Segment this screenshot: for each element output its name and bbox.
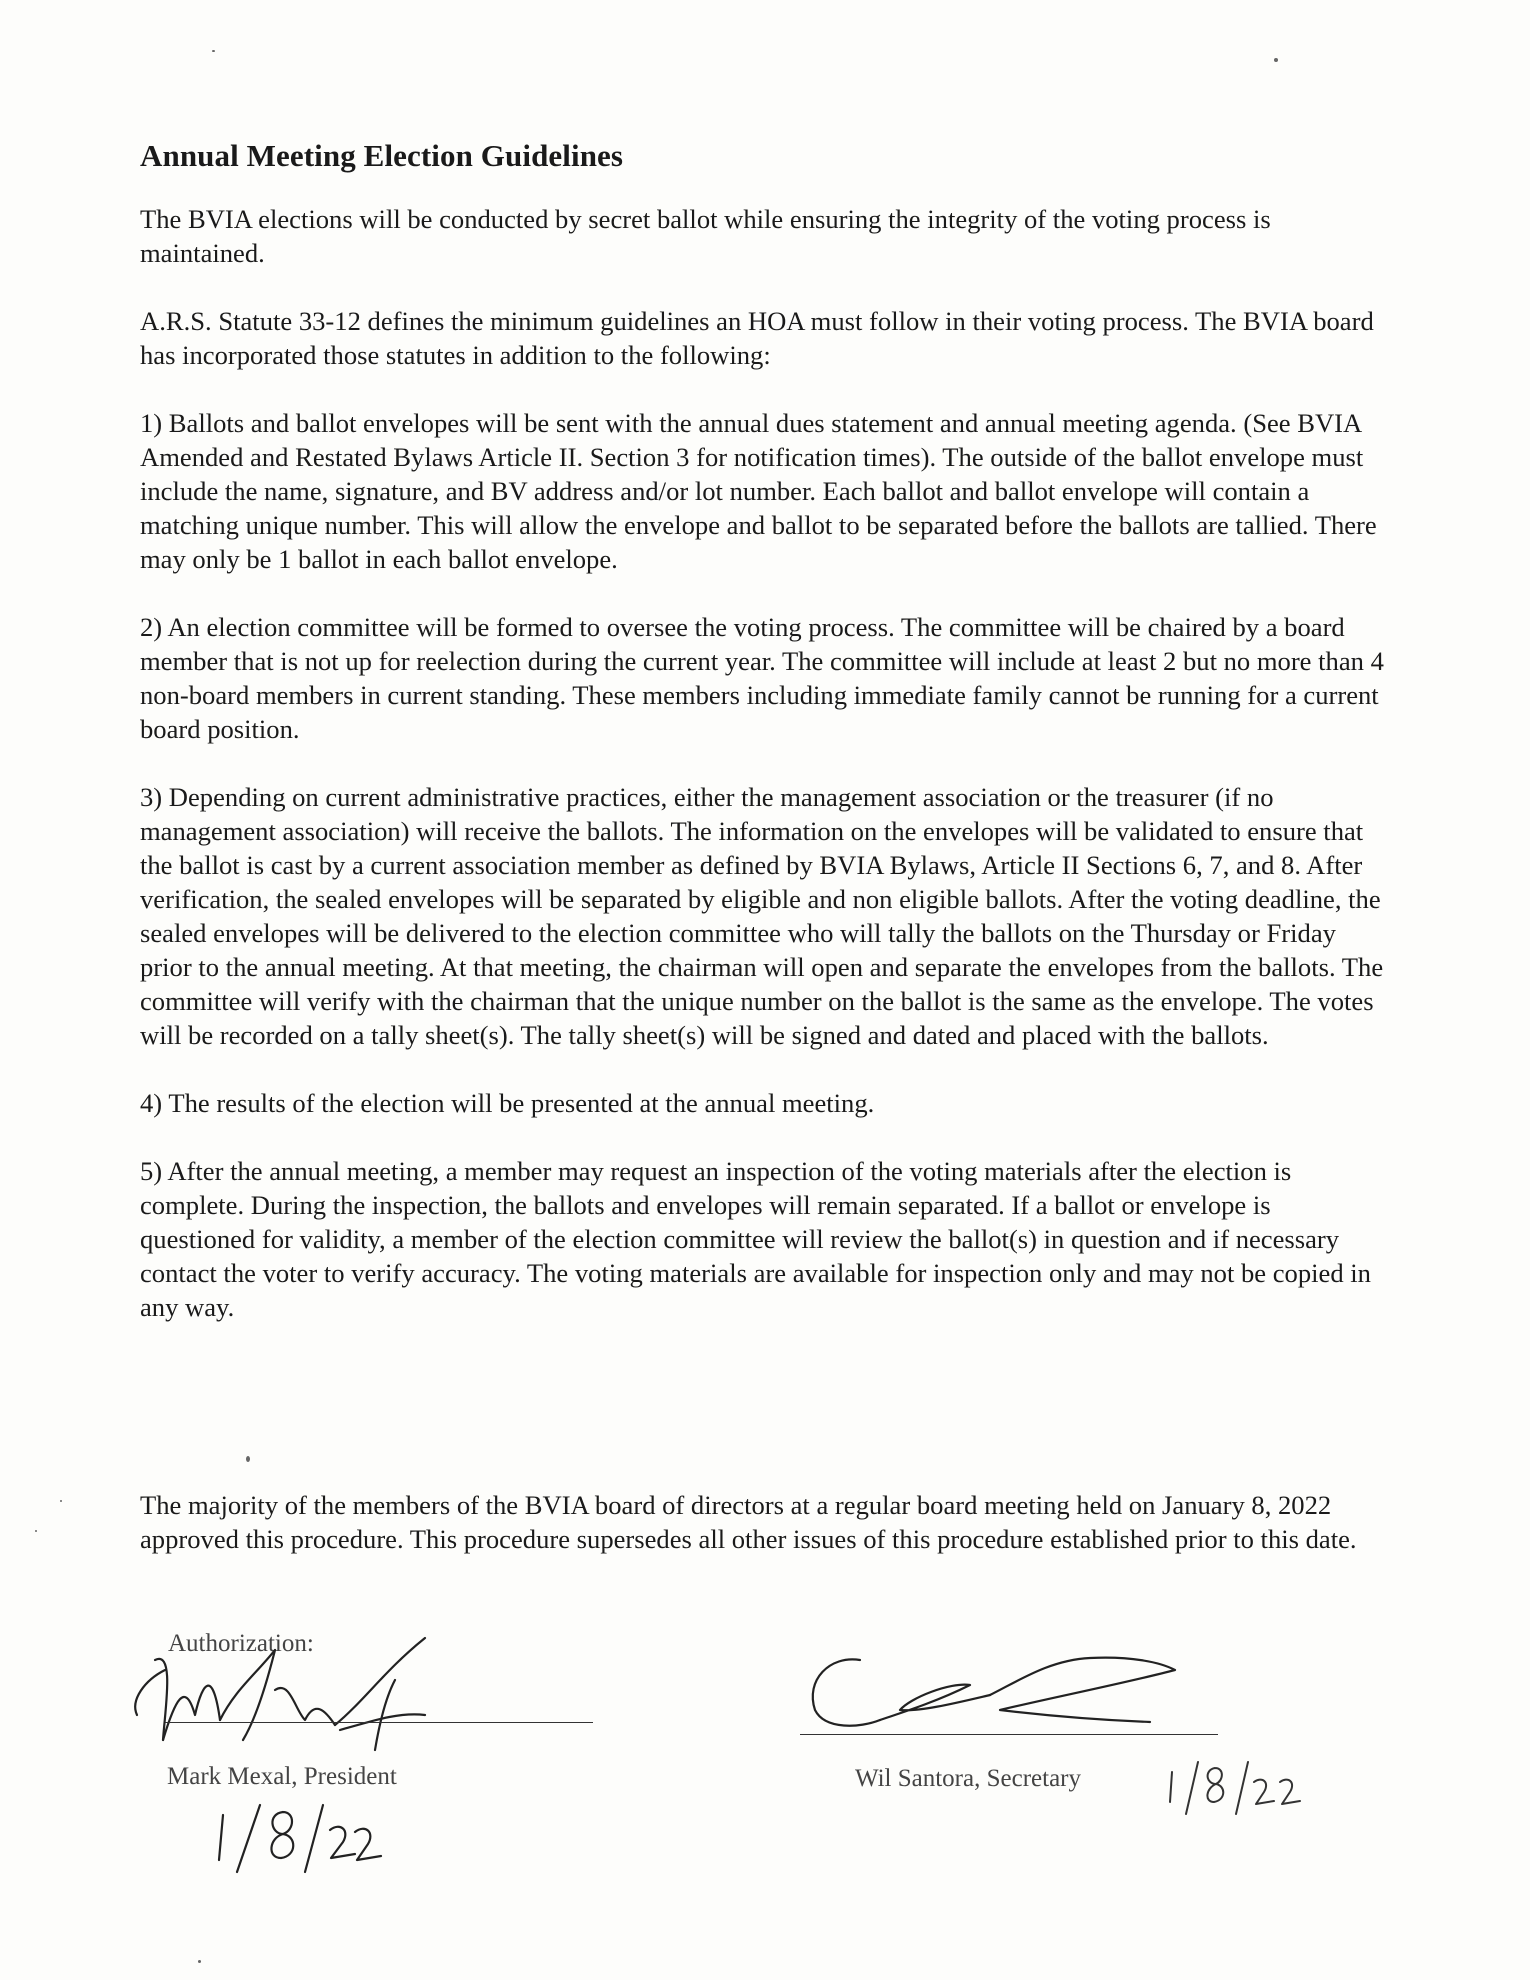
scan-speck — [246, 1456, 250, 1462]
guideline-2: 2) An election committee will be formed to oversee the voting process. The committee will be chaired by a board member that is not up for reelection during the current year. The committee will include at least 2 but no more than 4 non-board members in current standing. These members including immediate family cannot be running for a current board position. — [140, 612, 1384, 744]
president-signature-line — [165, 1722, 593, 1723]
authorization-label: Authorization: — [168, 1630, 314, 1657]
statute-paragraph: A.R.S. Statute 33-12 defines the minimum guidelines an HOA must follow in their voting process. The BVIA board has incorporated those statutes in addition to the following: — [140, 306, 1374, 370]
secretary-date — [1160, 1758, 1320, 1818]
guideline-4: 4) The results of the election will be presented at the annual meeting. — [140, 1088, 875, 1118]
document-title: Annual Meeting Election Guidelines — [140, 138, 624, 173]
president-name: Mark Mexal, President — [167, 1763, 397, 1790]
secretary-name: Wil Santora, Secretary — [855, 1765, 1081, 1792]
president-date — [205, 1800, 385, 1880]
president-signature — [125, 1620, 585, 1770]
scan-speck — [35, 1530, 37, 1532]
scan-speck — [212, 50, 215, 52]
guideline-1: 1) Ballots and ballot envelopes will be sent with the annual dues statement and annual meeting agenda. (See BVIA Amended and Restated Bylaws Article II. Section 3 for notification times). The outside of the ballot envelope must include the name, signature, and BV address and/or lot number. Each ballot and ballot envelope will contain a matching unique number. This will allow the envelope and ballot to be separated before the ballots are tallied. There may only be 1 ballot in each ballot envelope. — [140, 408, 1377, 574]
approval-statement: The majority of the members of the BVIA board of directors at a regular board meeting held on January 8, 2022 approved this procedure. This procedure supersedes all other issues of this procedure established prior to this date. — [140, 1490, 1357, 1554]
document-body — [140, 138, 1390, 1358]
scan-speck — [1274, 58, 1278, 62]
intro-paragraph: The BVIA elections will be conducted by secret ballot while ensuring the integrity of the voting process is maintained. — [140, 204, 1271, 268]
guideline-3: 3) Depending on current administrative practices, either the management association or the treasurer (if no management association) will receive the ballots. The information on the envelopes will be validated to ensure that the ballot is cast by a current association member as defined by BVIA Bylaws, Article II Sections 6, 7, and 8. After verification, the sealed envelopes will be separated by eligible and non eligible ballots. After the voting deadline, the sealed envelopes will be delivered to the election committee who will tally the ballots on the Thursday or Friday prior to the annual meeting. At that meeting, the chairman will open and separate the envelopes from the ballots. The committee will verify with the chairman that the unique number on the ballot is the same as the envelope. The votes will be recorded on a tally sheet(s). The tally sheet(s) will be signed and dated and placed with the ballots. — [140, 782, 1384, 1050]
scan-speck — [198, 1960, 201, 1963]
secretary-signature-line — [800, 1734, 1218, 1735]
scan-speck — [60, 1500, 62, 1502]
guideline-5: 5) After the annual meeting, a member may request an inspection of the voting materials after the election is complete. During the inspection, the ballots and envelopes will remain separated. If a ballot or envelope is questioned for validity, a member of the election committee will review the ballot(s) in question and if necessary contact the voter to verify accuracy. The voting materials are available for inspection only and may not be copied in any way. — [140, 1156, 1371, 1322]
